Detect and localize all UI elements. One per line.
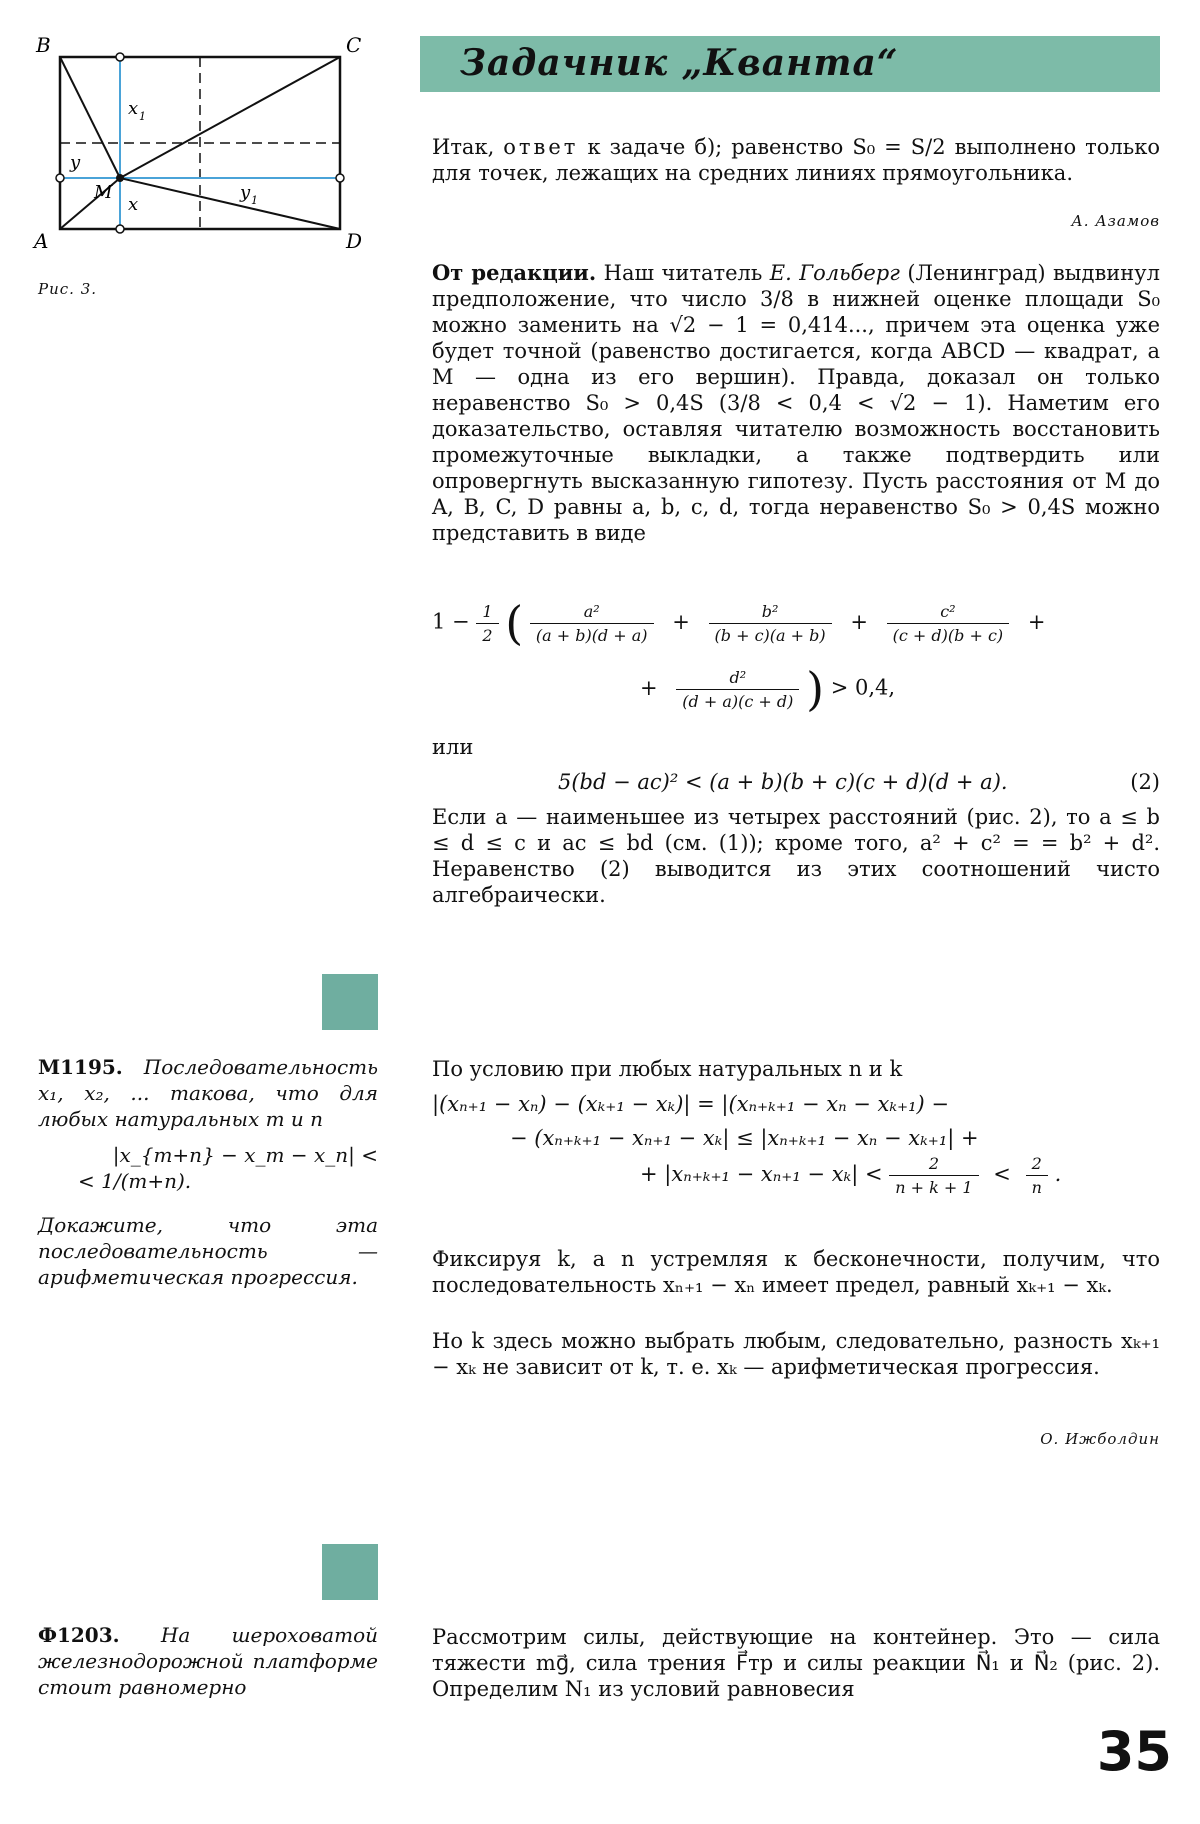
problem-m1195-ineq-line2: < 1/(m+n). (78, 1169, 192, 1193)
label-y: y (70, 152, 81, 173)
m1195-sol-p1: Фиксируя k, а n устремляя к бесконечности, получим, что последовательность xₙ₊₁ − xₙ имеет предел, равный xₖ₊₁ − xₖ. (432, 1247, 1160, 1297)
m1195-sol-line1: |(xₙ₊₁ − xₙ) − (xₖ₊₁ − xₖ)| = |(xₙ₊ₖ₊₁ − xₙ − xₖ₊₁) − (432, 1092, 950, 1116)
label-b: B (36, 33, 51, 57)
problem-m1195-ineq-line1: |x_{m+n} − x_m − x_n| < (112, 1143, 378, 1167)
m1195-frac-1: $\frac{2}{n + k + 1}$ (889, 1154, 978, 1197)
formula-lead: 1 − (432, 609, 470, 634)
label-x1: x (128, 98, 139, 119)
word-otvet: ответ (503, 135, 579, 159)
inequality-2-body: 5(bd − ac)² < (a + b)(b + c)(c + d)(d + a). (558, 770, 1008, 794)
section-marker-f1203 (322, 1544, 378, 1600)
point-right (336, 174, 344, 182)
m1195-sol-p2: Но k здесь можно выбрать любым, следовательно, разность xₖ₊₁ − xₖ не зависит от k, т. е. xₖ — арифметическая прогрессия. (432, 1329, 1160, 1379)
editorial-paragraph (432, 260, 1160, 546)
formula-line-1: 1 − $\frac{1}{2}$ ( $\frac{\text{a²}}{(a + b)(d + a)}$ + $\frac{\text{b²}}{(b + c)(a + b)}$ + $\frac{\text{c²}}{(c + d)(b + c)}$ + (432, 596, 1046, 650)
problem-f1203-text: На шероховатой железнодорожной платформе стоит равномерно (38, 1623, 378, 1699)
frac-4: $\frac{\text{d²}}{(d + a)(c + d)}$ (676, 668, 799, 711)
problem-f1203-statement (38, 1622, 378, 1700)
formula-line-2: + $\frac{\text{d²}}{(d + a)(c + d)}$ ) > 0,4, (640, 662, 896, 716)
header-banner (420, 36, 1160, 92)
label-c: C (346, 33, 362, 57)
frac-3: $\frac{\text{c²}}{(c + d)(b + c)}$ (887, 602, 1010, 645)
label-a: A (34, 229, 49, 253)
word-itak: Итак, (432, 135, 495, 159)
point-left (56, 174, 64, 182)
figure-svg (30, 30, 370, 270)
label-x: x (128, 194, 139, 215)
figure-caption: Рис. 3. (38, 280, 98, 298)
editorial-lead: От редакции. (432, 260, 597, 285)
m1195-sol-line2: − (xₙ₊ₖ₊₁ − xₙ₊₁ − xₖ| ≤ |xₙ₊ₖ₊₁ − xₙ − xₖ₊₁| + (510, 1126, 979, 1150)
m1195-sol-line3: + |xₙ₊ₖ₊₁ − xₙ₊₁ − xₖ| < $\frac{2}{n + k + 1}$ < $\frac{2}{n}$ . (640, 1154, 1062, 1197)
problem-m1195-statement (38, 1054, 378, 1290)
label-m: M (94, 182, 113, 203)
problem-m1195-statement-b: Докажите, что эта последовательность — арифметическая прогрессия. (38, 1213, 378, 1289)
point-top (116, 53, 124, 61)
label-y1: y (240, 182, 251, 203)
inequality-2-number: (2) (1130, 770, 1160, 794)
section-marker-m1195 (322, 974, 378, 1030)
label-y1-sub: 1 (251, 194, 258, 207)
answer-rest: к задаче б); равенство S₀ = S/2 выполнено только для точек, лежащих на средних линиях прямоугольника. (432, 135, 1160, 185)
frac-2: $\frac{\text{b²}}{(b + c)(a + b)}$ (709, 602, 832, 645)
problem-number-m1195: М1195. (38, 1055, 123, 1079)
editorial-p1-a: Наш читатель (603, 261, 763, 285)
frac-half: $\frac{1}{2}$ (476, 602, 498, 645)
line-mb (60, 57, 120, 178)
editorial-p2: Если a — наименьшее из четырех расстояний (рис. 2), то a ≤ b ≤ d ≤ c и ac ≤ bd (см. (1)); кроме того, a² + c² = = b² + d². Неравенство (2) выводится из этих соотношений чисто алгебраически. (432, 805, 1160, 907)
m1195-frac-2: $\frac{2}{n}$ (1026, 1154, 1048, 1197)
line-mc (120, 57, 340, 178)
m1195-sol-intro: По условию при любых натуральных n и k (432, 1057, 903, 1081)
figure-rectangle (30, 30, 370, 270)
problem-number-f1203: Ф1203. (38, 1623, 120, 1647)
label-x1-sub: 1 (139, 110, 146, 123)
signature-azamov: А. Азамов (1071, 212, 1160, 230)
problem-m1195-statement-a: Последовательность x₁, x₂, ... такова, что для любых натуральных m и n (38, 1055, 378, 1131)
label-d: D (346, 229, 363, 253)
editorial-p1-b: (Ленинград) выдвинул предположение, что число 3/8 в нижней оценке площади S₀ можно заменить на √2 − 1 = 0,414..., причем эта оценка уже будет точной (равенство достигается, когда ABCD — квадрат, а M — одна из его вершин). Правда, доказал он только неравенство S₀ > 0,4S (3/8 < 0,4 < √2 − 1). Наметим его доказательство, оставляя читателю возможность восстановить промежуточные выкладки, а также подтвердить или опровергнуть высказанную гипотезу. Пусть расстояния от M до A, B, C, D равны a, b, c, d, тогда неравенство S₀ > 0,4S можно представить в виде (432, 261, 1160, 545)
line-md (120, 178, 340, 229)
point-m (116, 174, 124, 182)
formula-tail: > 0,4, (830, 675, 896, 700)
frac-1: $\frac{\text{a²}}{(a + b)(d + a)}$ (530, 602, 654, 645)
answer-paragraph (432, 134, 1160, 186)
f1203-solution: Рассмотрим силы, действующие на контейнер. Это — сила тяжести mg⃗, сила трения F⃗тр и силы реакции N⃗₁ и N⃗₂ (рис. 2). Определим N₁ из условий равновесия (432, 1625, 1160, 1701)
word-or: или (432, 735, 474, 759)
banner-title: Задачник „Кванта“ (460, 42, 899, 84)
point-bottom (116, 225, 124, 233)
page-number: 35 (1096, 1720, 1172, 1783)
signature-izhboldin: О. Ижболдин (1040, 1430, 1160, 1448)
reader-name: Е. Гольберг (769, 261, 900, 285)
